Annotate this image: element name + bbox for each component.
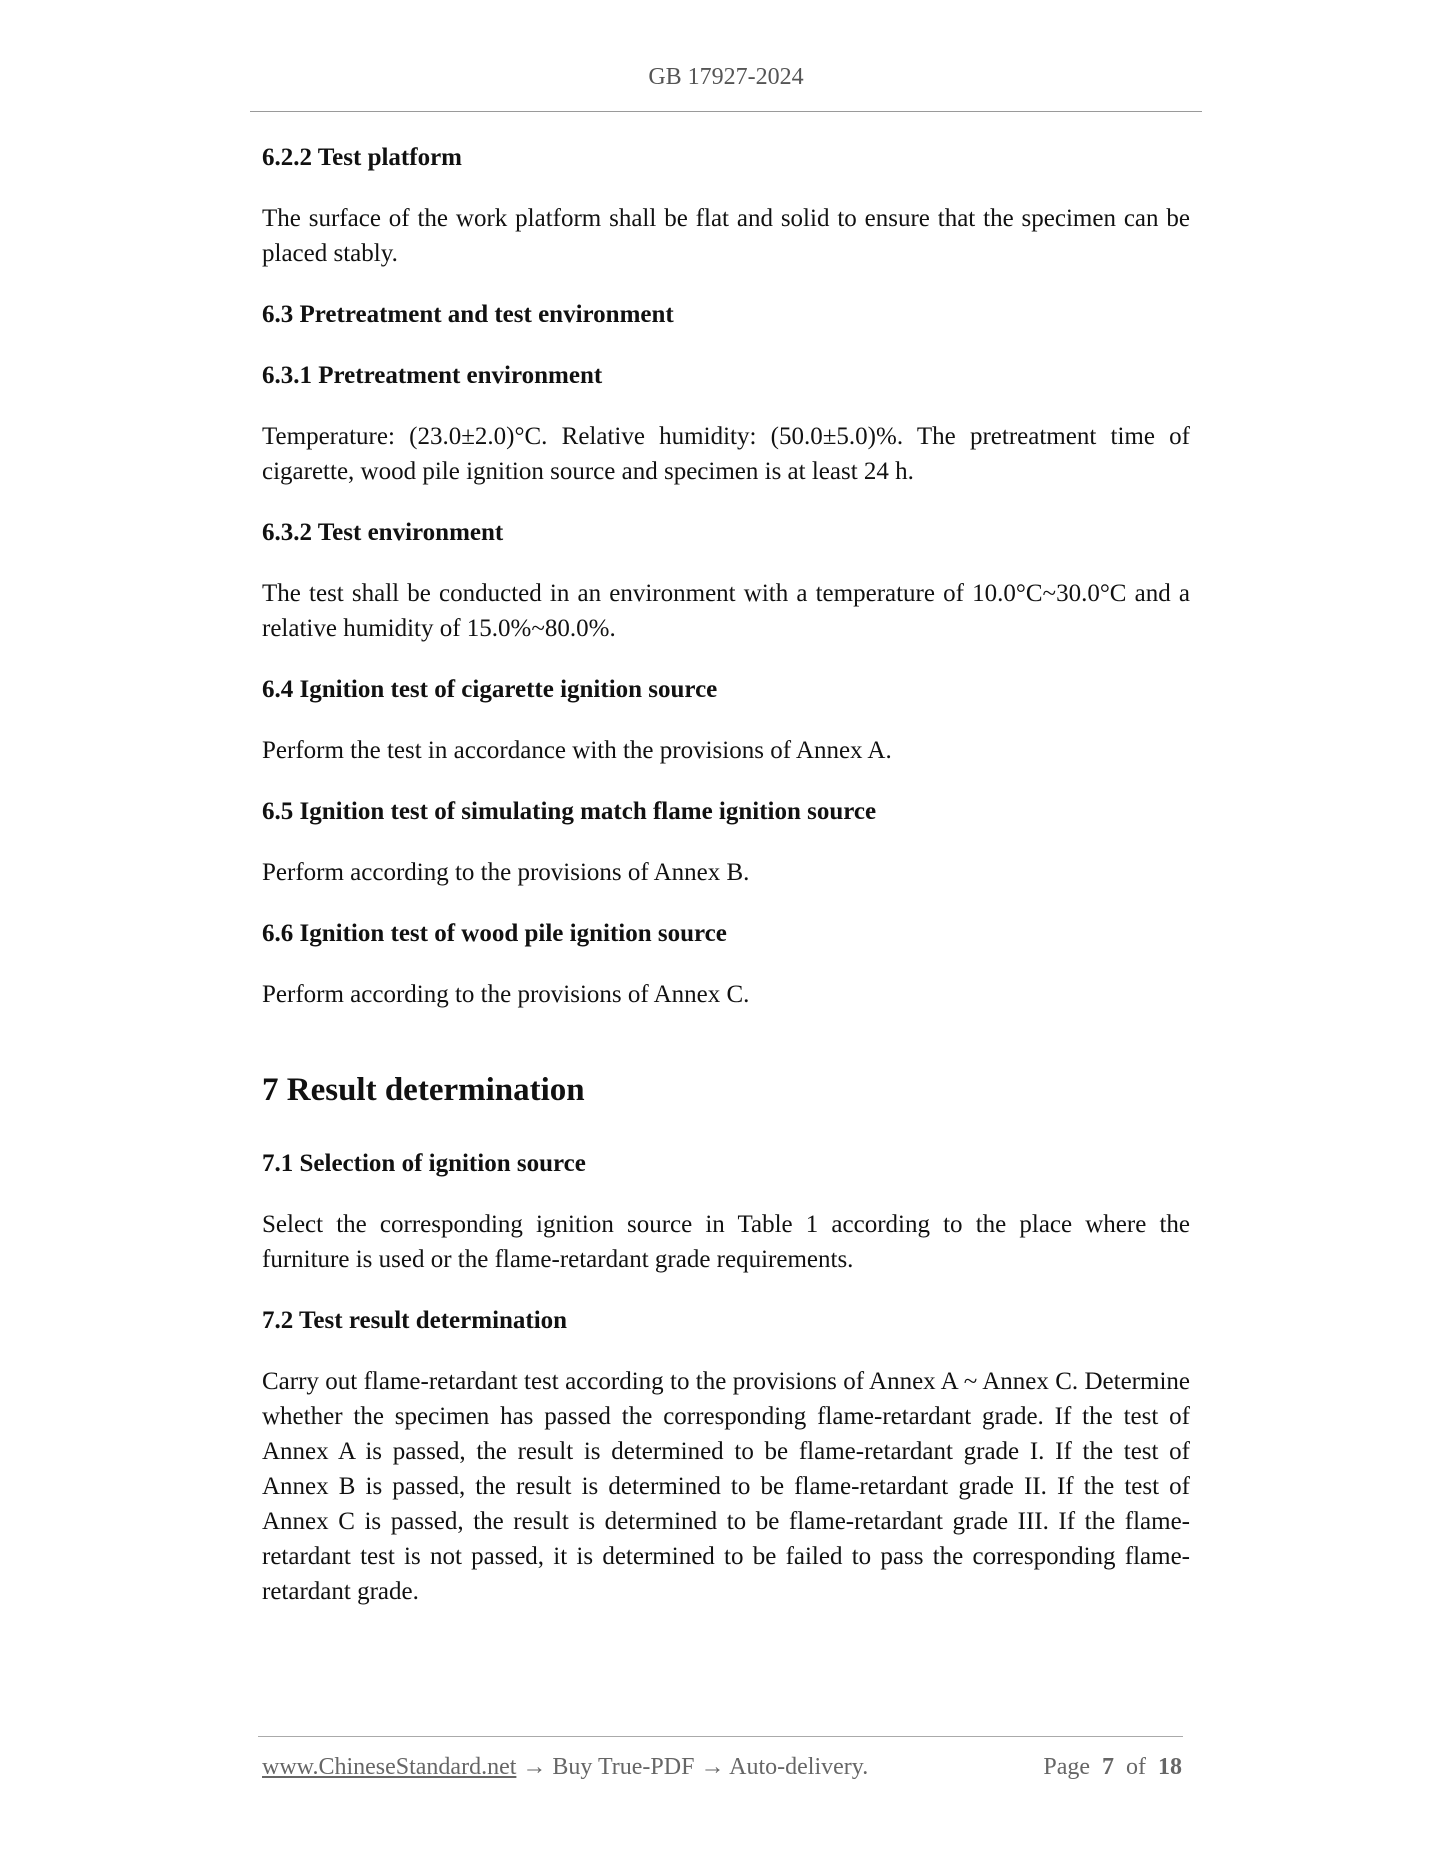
- paragraph-test-environment: The test shall be conducted in an environment with a temperature of 10.0°C~30.0°C and a relative humidity of 15.0%~80.0%.: [262, 580, 1190, 642]
- heading-6-3-1: 6.3.1 Pretreatment environment: [262, 362, 603, 389]
- document-body: [262, 140, 1190, 1635]
- heading-6-2-2: 6.2.2 Test platform: [262, 144, 462, 171]
- of-label: of: [1126, 1754, 1146, 1780]
- heading-6-5: 6.5 Ignition test of simulating match flame ignition source: [262, 798, 877, 825]
- heading-7-2: 7.2 Test result determination: [262, 1307, 568, 1334]
- header-divider: [250, 111, 1202, 112]
- buy-true-pdf-text: Buy True-PDF: [552, 1754, 695, 1780]
- page-label: Page: [1043, 1754, 1090, 1780]
- paragraph-cigarette-test: Perform the test in accordance with the provisions of Annex A.: [262, 737, 892, 764]
- paragraph-match-flame-test: Perform according to the provisions of Annex B.: [262, 859, 750, 886]
- paragraph-result-determination: Carry out flame-retardant test according to the provisions of Annex A ~ Annex C. Determine whether the specimen has passed the corresponding flame-retardant grade. If the test of Annex A is passed, the result is determined to be flame-retardant grade I. If the test of Annex B is passed, the result is determined to be flame-retardant grade II. If the test of Annex C is passed, the result is determined to be flame-retardant grade III. If the flame-retardant test is not passed, it is determined to be failed to pass the corresponding flame-retardant grade.: [262, 1368, 1190, 1605]
- footer-divider: [258, 1736, 1183, 1737]
- footer-promo: [262, 1754, 868, 1781]
- paragraph-test-platform: The surface of the work platform shall be flat and solid to ensure that the specimen can be placed stably.: [262, 205, 1190, 267]
- paragraph-wood-pile-test: Perform according to the provisions of Annex C.: [262, 981, 750, 1008]
- heading-6-4: 6.4 Ignition test of cigarette ignition source: [262, 676, 718, 703]
- heading-6-6: 6.6 Ignition test of wood pile ignition source: [262, 920, 727, 947]
- arrow-right-icon: →: [700, 1754, 725, 1780]
- page-number-indicator: [1043, 1754, 1182, 1781]
- heading-6-3: 6.3 Pretreatment and test environment: [262, 301, 674, 328]
- paragraph-ignition-selection: Select the corresponding ignition source in Table 1 according to the place where the furniture is used or the flame-retardant grade requirements.: [262, 1211, 1190, 1273]
- chinese-standard-link[interactable]: www.ChineseStandard.net: [262, 1754, 517, 1780]
- heading-6-3-2: 6.3.2 Test environment: [262, 519, 504, 546]
- auto-delivery-text: Auto-delivery.: [729, 1754, 869, 1780]
- page-header-doc-id: GB 17927-2024: [648, 64, 804, 90]
- heading-7: 7 Result determination: [262, 1072, 585, 1108]
- arrow-right-icon: →: [522, 1754, 547, 1780]
- current-page-number: 7: [1102, 1754, 1114, 1780]
- total-page-number: 18: [1158, 1754, 1182, 1780]
- heading-7-1: 7.1 Selection of ignition source: [262, 1150, 586, 1177]
- paragraph-pretreatment: Temperature: (23.0±2.0)°C. Relative humidity: (50.0±5.0)%. The pretreatment time of cigarette, wood pile ignition source and specimen is at least 24 h.: [262, 423, 1190, 485]
